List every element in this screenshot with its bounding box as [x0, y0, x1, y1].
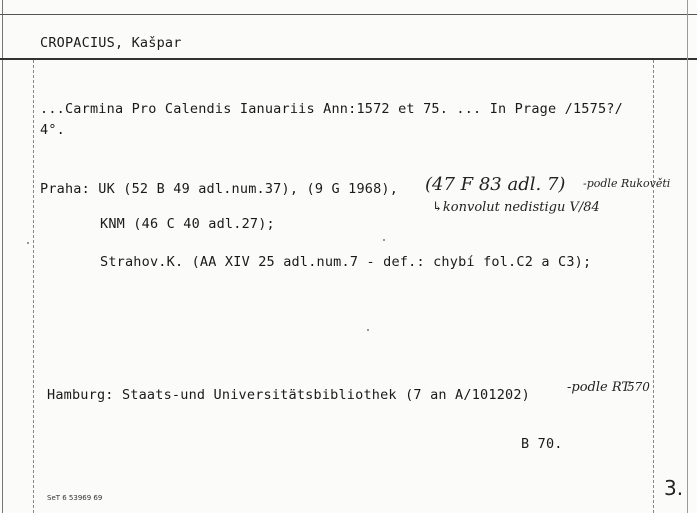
signature: B 70. — [521, 436, 563, 452]
card-edge-left — [2, 0, 3, 513]
title-line-2: 4°. — [40, 122, 65, 138]
speck — [367, 329, 369, 331]
title-line-1: ...Carmina Pro Calendis Ianuariis Ann:1572 et 75. ... In Prage /1575?/ — [40, 101, 623, 117]
holding-praha: Praha: UK (52 B 49 adl.num.37), (9 G 1968), — [40, 181, 399, 197]
handwritten-rt-note: -podle RT — [567, 380, 631, 395]
speck — [383, 239, 385, 241]
card-number: 3. — [664, 476, 684, 500]
header-rule — [0, 58, 697, 60]
card-top-rule — [0, 14, 697, 15]
holding-hamburg: Hamburg: Staats-und Universitätsbibliothek (7 an A/101202) — [47, 387, 531, 403]
speck — [27, 242, 29, 244]
left-margin-rule — [33, 60, 34, 513]
holding-strahov: Strahov.K. (AA XIV 25 adl.num.7 - def.: chybí fol.C2 a C3); — [100, 254, 592, 270]
printer-footer: SeT 6 53969 69 — [47, 494, 103, 502]
holding-knm: KNM (46 C 40 adl.27); — [100, 216, 275, 232]
handwritten-source-note: -podle Rukověti — [583, 177, 671, 190]
author-heading: CROPACIUS, Kašpar — [40, 35, 182, 51]
handwritten-shelfmark: (47 F 83 adl. 7) — [425, 174, 566, 195]
handwritten-convolute-note: ↳konvolut nedistigu V/84 — [432, 200, 600, 215]
right-margin-rule — [653, 60, 654, 513]
handwritten-rt-number: 570 — [627, 380, 650, 394]
card-edge-right — [687, 0, 688, 513]
